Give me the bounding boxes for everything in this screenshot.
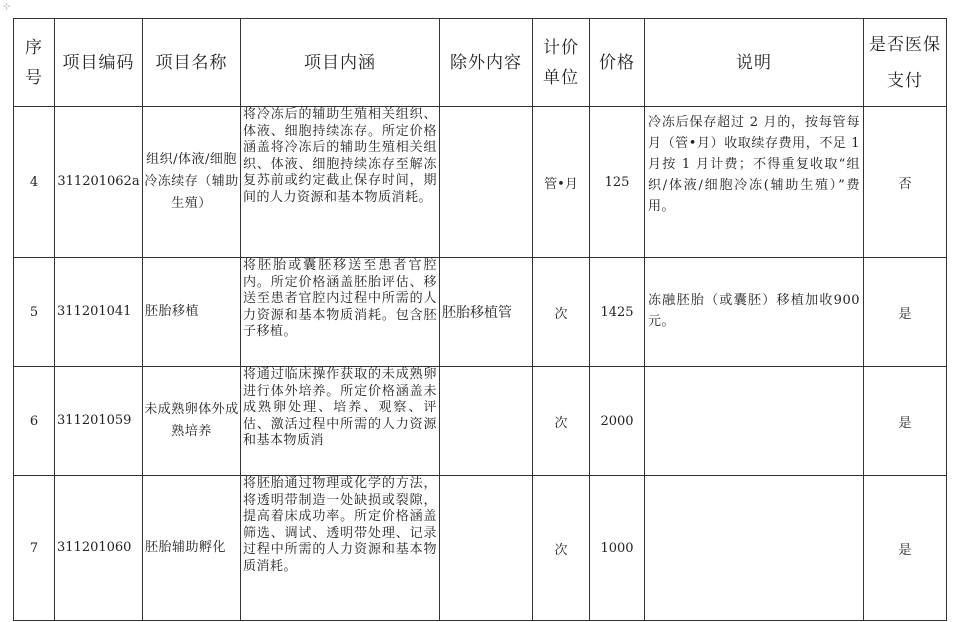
- row-name: 组织/体液/细胞冷冻续存（辅助生殖）: [143, 107, 241, 258]
- header-code: 项目编码: [55, 19, 143, 107]
- row-code: 311201059: [55, 367, 143, 476]
- table-row: [14, 367, 947, 476]
- row-name: 胚胎辅助孵化: [143, 476, 241, 621]
- table-row: [14, 107, 947, 258]
- row-name: 胚胎移植: [143, 258, 241, 367]
- row-excluded: 胚胎移植管: [440, 258, 533, 367]
- row-insurance: 否: [864, 107, 947, 258]
- header-seq: 序号: [14, 19, 55, 107]
- row-price: 1425: [590, 258, 645, 367]
- header-content: 项目内涵: [241, 19, 440, 107]
- row-note: 冷冻后保存超过 2 月的，按每管每月（管•月）收取续存费用，不足 1 月按 1 月计费；不得重复收取“组织/体液/细胞冷冻(辅助生殖）”费用。: [645, 107, 864, 258]
- row-insurance: 是: [864, 258, 947, 367]
- header-note: 说明: [645, 19, 864, 107]
- row-content: 将冷冻后的辅助生殖相关组织、体液、细胞持续冻存。所定价格涵盖将冷冻后的辅助生殖相关组织、体液、细胞持续冻存至解冻复苏前或约定截止保存时间，期间的人力资源和基本物质消耗。: [241, 107, 440, 258]
- row-unit: 次: [533, 367, 590, 476]
- row-note: [645, 367, 864, 476]
- row-price: 125: [590, 107, 645, 258]
- row-unit: 次: [533, 258, 590, 367]
- row-excluded: [440, 476, 533, 621]
- row-price: 1000: [590, 476, 645, 621]
- fee-table: [13, 18, 947, 621]
- row-seq: 6: [14, 367, 55, 476]
- row-code: 311201062a: [55, 107, 143, 258]
- row-note: 冻融胚胎（或囊胚）移植加收900 元。: [645, 258, 864, 367]
- row-unit: 次: [533, 476, 590, 621]
- row-content: 将胚胎或囊胚移送至患者官腔内。所定价格涵盖胚胎评估、移送至患者官腔内过程中所需的人力资源和基本物质消耗。包含胚子移植。: [241, 258, 440, 367]
- header-row: [14, 19, 947, 107]
- header-unit: 计价单位: [533, 19, 590, 107]
- row-price: 2000: [590, 367, 645, 476]
- row-note: [645, 476, 864, 621]
- row-seq: 4: [14, 107, 55, 258]
- row-content: 将胚胎通过物理或化学的方法，将透明带制造一处缺损或裂隙，提高着床成功率。所定价格涵盖筛选、调试、透明带处理、记录过程中所需的人力资源和基本物质消耗。: [241, 476, 440, 621]
- header-name: 项目名称: [143, 19, 241, 107]
- table-row: [14, 258, 947, 367]
- row-name: 未成熟卵体外成熟培养: [143, 367, 241, 476]
- row-excluded: [440, 107, 533, 258]
- row-code: 311201060: [55, 476, 143, 621]
- row-unit: 管•月: [533, 107, 590, 258]
- row-seq: 7: [14, 476, 55, 621]
- row-content: 将通过临床操作获取的未成熟卵进行体外培养。所定价格涵盖未成熟卵处理、培养、观察、评估、激活过程中所需的人力资源和基本物质消: [241, 367, 440, 476]
- header-excluded: 除外内容: [440, 19, 533, 107]
- corner-mark: ⊹: [3, 2, 11, 12]
- table-row: [14, 476, 947, 621]
- row-code: 311201041: [55, 258, 143, 367]
- header-insurance: 是否医保支付: [864, 19, 947, 107]
- row-insurance: 是: [864, 476, 947, 621]
- row-insurance: 是: [864, 367, 947, 476]
- row-excluded: [440, 367, 533, 476]
- row-seq: 5: [14, 258, 55, 367]
- header-price: 价格: [590, 19, 645, 107]
